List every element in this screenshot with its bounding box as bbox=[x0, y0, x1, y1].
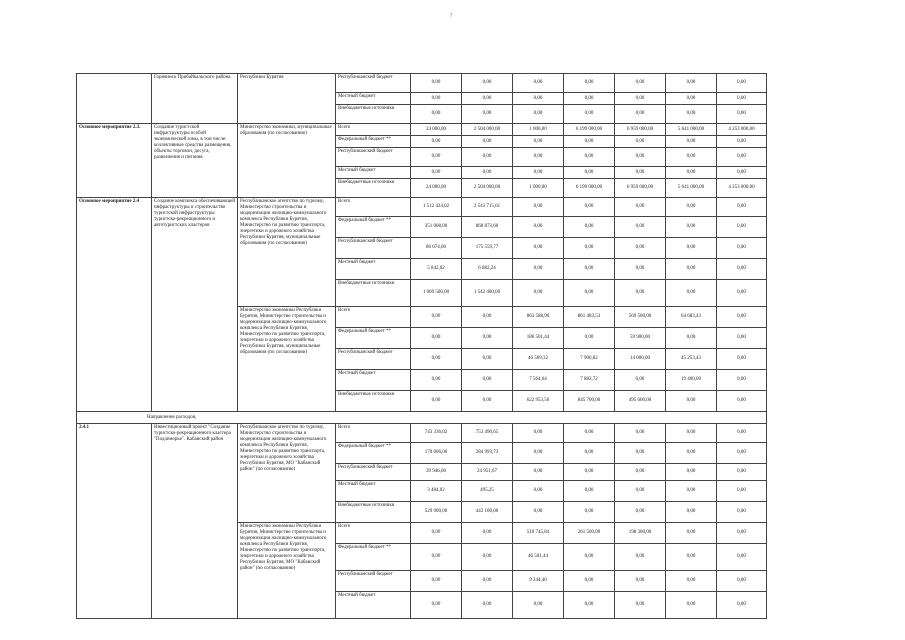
financing-table-container bbox=[76, 73, 766, 619]
amount-cell: 0,00 bbox=[411, 544, 462, 571]
amount-cell: 0,00 bbox=[666, 481, 717, 502]
amount-cell: 0,00 bbox=[513, 259, 564, 280]
amount-cell: 0,00 bbox=[513, 217, 564, 238]
amount-cell: 1 069 500,00 bbox=[411, 280, 462, 307]
amount-cell: 0,00 bbox=[615, 280, 666, 307]
amount-cell: 845 700,00 bbox=[564, 391, 615, 412]
funding-source-cell: Республиканский бюджет bbox=[336, 349, 411, 370]
amount-cell: 0,00 bbox=[615, 93, 666, 105]
amount-cell: 0,00 bbox=[462, 349, 513, 370]
amount-cell: 0,00 bbox=[411, 328, 462, 349]
section-title: Направление расходов, bbox=[77, 412, 767, 424]
amount-cell: 753 490,65 bbox=[462, 424, 513, 443]
measure-name-cell: Инвестиционный проект "Создание туристско-рекреационного кластера "Подлеморье". Кабанский район bbox=[152, 424, 238, 619]
financing-table bbox=[76, 73, 767, 619]
amount-cell: 495,25 bbox=[462, 481, 513, 502]
amount-cell: 0,00 bbox=[513, 74, 564, 93]
measure-code-cell: Основное мероприятие 2.3. bbox=[77, 124, 152, 198]
amount-cell: 0,00 bbox=[462, 592, 513, 619]
funding-source-cell: Внебюджетные источники bbox=[336, 105, 411, 124]
amount-cell: 0,00 bbox=[513, 424, 564, 443]
amount-cell: 0,00 bbox=[564, 167, 615, 179]
page-number: 7 bbox=[450, 14, 453, 19]
amount-cell: 7 564,64 bbox=[513, 370, 564, 391]
amount-cell: 0,00 bbox=[717, 523, 767, 544]
amount-cell: 0,00 bbox=[513, 280, 564, 307]
amount-cell: 0,00 bbox=[717, 391, 767, 412]
amount-cell: 1 512 424,02 bbox=[411, 198, 462, 217]
amount-cell: 0,00 bbox=[513, 238, 564, 259]
amount-cell: 46 569,32 bbox=[513, 349, 564, 370]
amount-cell: 1 000,00 bbox=[513, 179, 564, 198]
amount-cell: 0,00 bbox=[717, 502, 767, 523]
amount-cell: 0,00 bbox=[411, 105, 462, 124]
executor-cell: Республиканское агентство по туризму, Министерство строительства и модернизации жилищно-коммунального комплекса Республики Бурятия, Министерство по развитию транспорта, энергетики и дорожного хозяйства Республики Бурятия, МО "Кабанский район" (по согласованию) bbox=[238, 424, 336, 523]
amount-cell: 1 542 400,00 bbox=[462, 280, 513, 307]
measure-name-cell: Создание комплекса обеспечивающей инфраструктуры и строительство туристской инфраструктуры туристско-рекреационного и автотуристских кластеров bbox=[152, 198, 238, 412]
amount-cell: 622 953,50 bbox=[513, 391, 564, 412]
amount-cell: 59 900,00 bbox=[615, 328, 666, 349]
amount-cell: 351 008,00 bbox=[411, 217, 462, 238]
amount-cell: 529 900,00 bbox=[411, 502, 462, 523]
funding-source-cell: Всего bbox=[336, 198, 411, 217]
amount-cell: 1 000,00 bbox=[513, 124, 564, 136]
amount-cell: 0,00 bbox=[666, 502, 717, 523]
amount-cell: 4 253 000,00 bbox=[717, 124, 767, 136]
amount-cell: 198 300,00 bbox=[615, 523, 666, 544]
amount-cell: 0,00 bbox=[717, 217, 767, 238]
amount-cell: 0,00 bbox=[666, 280, 717, 307]
amount-cell: 0,00 bbox=[564, 571, 615, 592]
funding-source-cell: Федеральный бюджет ** bbox=[336, 443, 411, 464]
amount-cell: 0,00 bbox=[411, 370, 462, 391]
executor-cell: Министерство экономики, муниципальные образования (по согласованию) bbox=[238, 124, 336, 198]
amount-cell: 863 588,90 bbox=[513, 307, 564, 328]
amount-cell: 0,00 bbox=[717, 280, 767, 307]
amount-cell: 0,00 bbox=[564, 481, 615, 502]
amount-cell: 0,00 bbox=[615, 198, 666, 217]
amount-cell: 0,00 bbox=[615, 481, 666, 502]
amount-cell: 0,00 bbox=[717, 148, 767, 167]
amount-cell: 0,00 bbox=[615, 443, 666, 464]
amount-cell: 24 951,67 bbox=[462, 464, 513, 481]
amount-cell: 0,00 bbox=[564, 502, 615, 523]
amount-cell: 0,00 bbox=[411, 592, 462, 619]
amount-cell: 0,00 bbox=[666, 443, 717, 464]
funding-source-cell: Федеральный бюджет ** bbox=[336, 217, 411, 238]
amount-cell: 0,00 bbox=[615, 592, 666, 619]
funding-source-cell: Всего bbox=[336, 523, 411, 544]
funding-source-cell: Внебюджетные источники bbox=[336, 280, 411, 307]
measure-code-cell: Основное мероприятие 2.4 bbox=[77, 198, 152, 412]
funding-source-cell: Всего bbox=[336, 124, 411, 136]
funding-source-cell: Местный бюджет bbox=[336, 93, 411, 105]
amount-cell: 0,00 bbox=[717, 198, 767, 217]
amount-cell: 0,00 bbox=[666, 167, 717, 179]
amount-cell: 0,00 bbox=[666, 391, 717, 412]
amount-cell: 0,00 bbox=[717, 105, 767, 124]
amount-cell: 0,00 bbox=[666, 148, 717, 167]
amount-cell: 0,00 bbox=[717, 481, 767, 502]
amount-cell: 0,00 bbox=[411, 307, 462, 328]
amount-cell: 0,00 bbox=[717, 74, 767, 93]
amount-cell: 64 683,43 bbox=[666, 307, 717, 328]
executor-cell: Министерство экономики Республики Бурятия, Министерство строительства и модернизации жилищно-коммунального комплекса Республики Бурятия, Министерство по развитию транспорта, энергетики и дорожного хозяйства Республики Бурятия, муниципальные образования (по согласованию) bbox=[238, 307, 336, 412]
amount-cell: 0,00 bbox=[717, 443, 767, 464]
amount-cell: 0,00 bbox=[717, 328, 767, 349]
funding-source-cell: Внебюджетные источники bbox=[336, 502, 411, 523]
amount-cell: 0,00 bbox=[666, 198, 717, 217]
amount-cell: 0,00 bbox=[564, 443, 615, 464]
amount-cell: 46 501,44 bbox=[513, 544, 564, 571]
amount-cell: 7 900,82 bbox=[564, 349, 615, 370]
amount-cell: 6 959 000,00 bbox=[615, 124, 666, 136]
amount-cell: 5 842,02 bbox=[411, 259, 462, 280]
amount-cell: 0,00 bbox=[615, 105, 666, 124]
amount-cell: 6 199 000,00 bbox=[564, 124, 615, 136]
funding-source-cell: Федеральный бюджет ** bbox=[336, 136, 411, 148]
amount-cell: 0,00 bbox=[411, 571, 462, 592]
amount-cell: 5 641 000,00 bbox=[666, 124, 717, 136]
amount-cell: 0,00 bbox=[717, 238, 767, 259]
amount-cell: 443 100,00 bbox=[462, 502, 513, 523]
amount-cell: 0,00 bbox=[513, 93, 564, 105]
amount-cell: 868 873,60 bbox=[462, 217, 513, 238]
amount-cell: 39 946,00 bbox=[411, 464, 462, 481]
amount-cell: 0,00 bbox=[615, 502, 666, 523]
funding-source-cell: Республиканский бюджет bbox=[336, 148, 411, 167]
amount-cell: 0,00 bbox=[513, 592, 564, 619]
funding-source-cell: Республиканский бюджет bbox=[336, 464, 411, 481]
executor-cell: Республиканское агентство по туризму, Министерство строительства и модернизации жилищно-коммунального комплекса Республики Бурятия, Министерство по развитию транспорта, энергетики и дорожного хозяйства Республики Бурятия, муниципальные образования (по согласованию) bbox=[238, 198, 336, 307]
amount-cell: 0,00 bbox=[564, 74, 615, 93]
funding-source-cell: Федеральный бюджет ** bbox=[336, 328, 411, 349]
section-row bbox=[77, 412, 767, 424]
amount-cell: 0,00 bbox=[564, 328, 615, 349]
amount-cell: 0,00 bbox=[411, 391, 462, 412]
amount-cell: 0,00 bbox=[462, 93, 513, 105]
amount-cell: 0,00 bbox=[564, 217, 615, 238]
amount-cell: 0,00 bbox=[462, 307, 513, 328]
amount-cell: 5 641 000,00 bbox=[666, 179, 717, 198]
funding-source-cell: Федеральный бюджет ** bbox=[336, 544, 411, 571]
amount-cell: 0,00 bbox=[564, 592, 615, 619]
amount-cell: 0,00 bbox=[666, 523, 717, 544]
amount-cell: 0,00 bbox=[666, 217, 717, 238]
amount-cell: 0,00 bbox=[666, 571, 717, 592]
amount-cell: 3 484,02 bbox=[411, 481, 462, 502]
amount-cell: 0,00 bbox=[615, 544, 666, 571]
amount-cell: 0,00 bbox=[666, 544, 717, 571]
amount-cell: 0,00 bbox=[462, 105, 513, 124]
amount-cell: 0,00 bbox=[462, 328, 513, 349]
amount-cell: 0,00 bbox=[462, 370, 513, 391]
amount-cell: 175 559,77 bbox=[462, 238, 513, 259]
funding-source-cell: Всего bbox=[336, 424, 411, 443]
amount-cell: 0,00 bbox=[615, 136, 666, 148]
amount-cell: 0,00 bbox=[462, 136, 513, 148]
amount-cell: 0,00 bbox=[411, 148, 462, 167]
table-row bbox=[77, 424, 767, 443]
amount-cell: 0,00 bbox=[666, 93, 717, 105]
measure-name-cell: Горячинск Прибайкальского района bbox=[152, 74, 238, 124]
amount-cell: 0,00 bbox=[666, 328, 717, 349]
amount-cell: 743 336,02 bbox=[411, 424, 462, 443]
amount-cell: 2 543 715,61 bbox=[462, 198, 513, 217]
amount-cell: 19 400,00 bbox=[666, 370, 717, 391]
amount-cell: 0,00 bbox=[666, 424, 717, 443]
amount-cell: 86 074,00 bbox=[411, 238, 462, 259]
executor-cell: Республики Бурятия bbox=[238, 74, 336, 124]
table-row bbox=[77, 198, 767, 217]
amount-cell: 861 483,53 bbox=[564, 307, 615, 328]
amount-cell: 0,00 bbox=[411, 74, 462, 93]
amount-cell: 0,00 bbox=[564, 238, 615, 259]
amount-cell: 0,00 bbox=[615, 571, 666, 592]
measure-code-cell: 2.4.1 bbox=[77, 424, 152, 619]
amount-cell: 0,00 bbox=[564, 93, 615, 105]
amount-cell: 24 000,00 bbox=[411, 179, 462, 198]
table-row bbox=[77, 74, 767, 93]
funding-source-cell: Всего bbox=[336, 307, 411, 328]
amount-cell: 186 501,44 bbox=[513, 328, 564, 349]
amount-cell: 0,00 bbox=[513, 105, 564, 124]
amount-cell: 0,00 bbox=[615, 424, 666, 443]
table-row bbox=[77, 124, 767, 136]
amount-cell: 6 199 000,00 bbox=[564, 179, 615, 198]
amount-cell: 0,00 bbox=[717, 571, 767, 592]
amount-cell: 0,00 bbox=[666, 136, 717, 148]
amount-cell: 0,00 bbox=[615, 259, 666, 280]
amount-cell: 0,00 bbox=[717, 349, 767, 370]
funding-source-cell: Республиканский бюджет bbox=[336, 238, 411, 259]
amount-cell: 0,00 bbox=[564, 280, 615, 307]
amount-cell: 45 253,43 bbox=[666, 349, 717, 370]
amount-cell: 0,00 bbox=[411, 167, 462, 179]
amount-cell: 0,00 bbox=[411, 349, 462, 370]
amount-cell: 0,00 bbox=[666, 105, 717, 124]
amount-cell: 0,00 bbox=[411, 93, 462, 105]
measure-name-cell: Создание туристской инфраструктуры особой экономической зоны, в том числе: коллективные средства размещения, объекты торговли, досуга, развлечения и питания bbox=[152, 124, 238, 198]
measure-code-cell bbox=[77, 74, 152, 124]
amount-cell: 0,00 bbox=[564, 464, 615, 481]
amount-cell: 0,00 bbox=[462, 544, 513, 571]
amount-cell: 6 882,24 bbox=[462, 259, 513, 280]
amount-cell: 0,00 bbox=[615, 238, 666, 259]
amount-cell: 0,00 bbox=[564, 544, 615, 571]
amount-cell: 2 504 000,00 bbox=[462, 179, 513, 198]
amount-cell: 0,00 bbox=[615, 217, 666, 238]
funding-source-cell: Внебюджетные источники bbox=[336, 179, 411, 198]
amount-cell: 0,00 bbox=[564, 198, 615, 217]
funding-source-cell: Местный бюджет bbox=[336, 370, 411, 391]
amount-cell: 0,00 bbox=[462, 148, 513, 167]
amount-cell: 0,00 bbox=[564, 105, 615, 124]
amount-cell: 284 993,73 bbox=[462, 443, 513, 464]
amount-cell: 0,00 bbox=[717, 167, 767, 179]
amount-cell: 0,00 bbox=[462, 167, 513, 179]
amount-cell: 495 600,00 bbox=[615, 391, 666, 412]
amount-cell: 0,00 bbox=[513, 443, 564, 464]
amount-cell: 0,00 bbox=[513, 136, 564, 148]
amount-cell: 0,00 bbox=[564, 259, 615, 280]
funding-source-cell: Республиканский бюджет bbox=[336, 74, 411, 93]
amount-cell: 0,00 bbox=[717, 424, 767, 443]
amount-cell: 0,00 bbox=[513, 148, 564, 167]
amount-cell: 170 006,00 bbox=[411, 443, 462, 464]
amount-cell: 0,00 bbox=[411, 136, 462, 148]
amount-cell: 6 959 000,00 bbox=[615, 179, 666, 198]
amount-cell: 14 000,00 bbox=[615, 349, 666, 370]
amount-cell: 569 500,00 bbox=[615, 307, 666, 328]
amount-cell: 0,00 bbox=[615, 148, 666, 167]
amount-cell: 0,00 bbox=[513, 481, 564, 502]
funding-source-cell: Местный бюджет bbox=[336, 592, 411, 619]
amount-cell: 0,00 bbox=[564, 136, 615, 148]
amount-cell: 0,00 bbox=[615, 464, 666, 481]
amount-cell: 0,00 bbox=[513, 464, 564, 481]
amount-cell: 0,00 bbox=[615, 370, 666, 391]
amount-cell: 0,00 bbox=[717, 307, 767, 328]
amount-cell: 7 882,72 bbox=[564, 370, 615, 391]
executor-cell: Министерство экономики Республики Бурятия, Министерство строительства и модернизации жилищно-коммунального комплекса Республики Бурятия, Министерство по развитию транспорта, энергетики и дорожного хозяйства Республики Бурятия, МО "Кабанский район" (по согласованию) bbox=[238, 523, 336, 619]
amount-cell: 0,00 bbox=[717, 93, 767, 105]
amount-cell: 0,00 bbox=[666, 74, 717, 93]
amount-cell: 0,00 bbox=[462, 523, 513, 544]
amount-cell: 0,00 bbox=[717, 464, 767, 481]
amount-cell: 0,00 bbox=[513, 502, 564, 523]
amount-cell: 0,00 bbox=[615, 74, 666, 93]
funding-source-cell: Местный бюджет bbox=[336, 259, 411, 280]
amount-cell: 0,00 bbox=[717, 259, 767, 280]
amount-cell: 0,00 bbox=[717, 592, 767, 619]
amount-cell: 0,00 bbox=[564, 424, 615, 443]
amount-cell: 0,00 bbox=[666, 238, 717, 259]
amount-cell: 0,00 bbox=[462, 571, 513, 592]
amount-cell: 4 253 000,00 bbox=[717, 179, 767, 198]
amount-cell: 0,00 bbox=[615, 167, 666, 179]
amount-cell: 9 244,40 bbox=[513, 571, 564, 592]
amount-cell: 510 745,84 bbox=[513, 523, 564, 544]
funding-source-cell: Местный бюджет bbox=[336, 167, 411, 179]
funding-source-cell: Местный бюджет bbox=[336, 481, 411, 502]
funding-source-cell: Республиканский бюджет bbox=[336, 571, 411, 592]
amount-cell: 0,00 bbox=[717, 370, 767, 391]
amount-cell: 0,00 bbox=[462, 74, 513, 93]
amount-cell: 0,00 bbox=[717, 544, 767, 571]
amount-cell: 2 504 000,00 bbox=[462, 124, 513, 136]
amount-cell: 261 500,00 bbox=[564, 523, 615, 544]
amount-cell: 0,00 bbox=[564, 148, 615, 167]
amount-cell: 0,00 bbox=[513, 167, 564, 179]
amount-cell: 0,00 bbox=[666, 592, 717, 619]
amount-cell: 0,00 bbox=[462, 391, 513, 412]
amount-cell: 0,00 bbox=[513, 198, 564, 217]
amount-cell: 0,00 bbox=[411, 523, 462, 544]
amount-cell: 0,00 bbox=[666, 259, 717, 280]
amount-cell: 24 000,00 bbox=[411, 124, 462, 136]
amount-cell: 0,00 bbox=[666, 464, 717, 481]
amount-cell: 0,00 bbox=[717, 136, 767, 148]
funding-source-cell: Внебюджетные источники bbox=[336, 391, 411, 412]
